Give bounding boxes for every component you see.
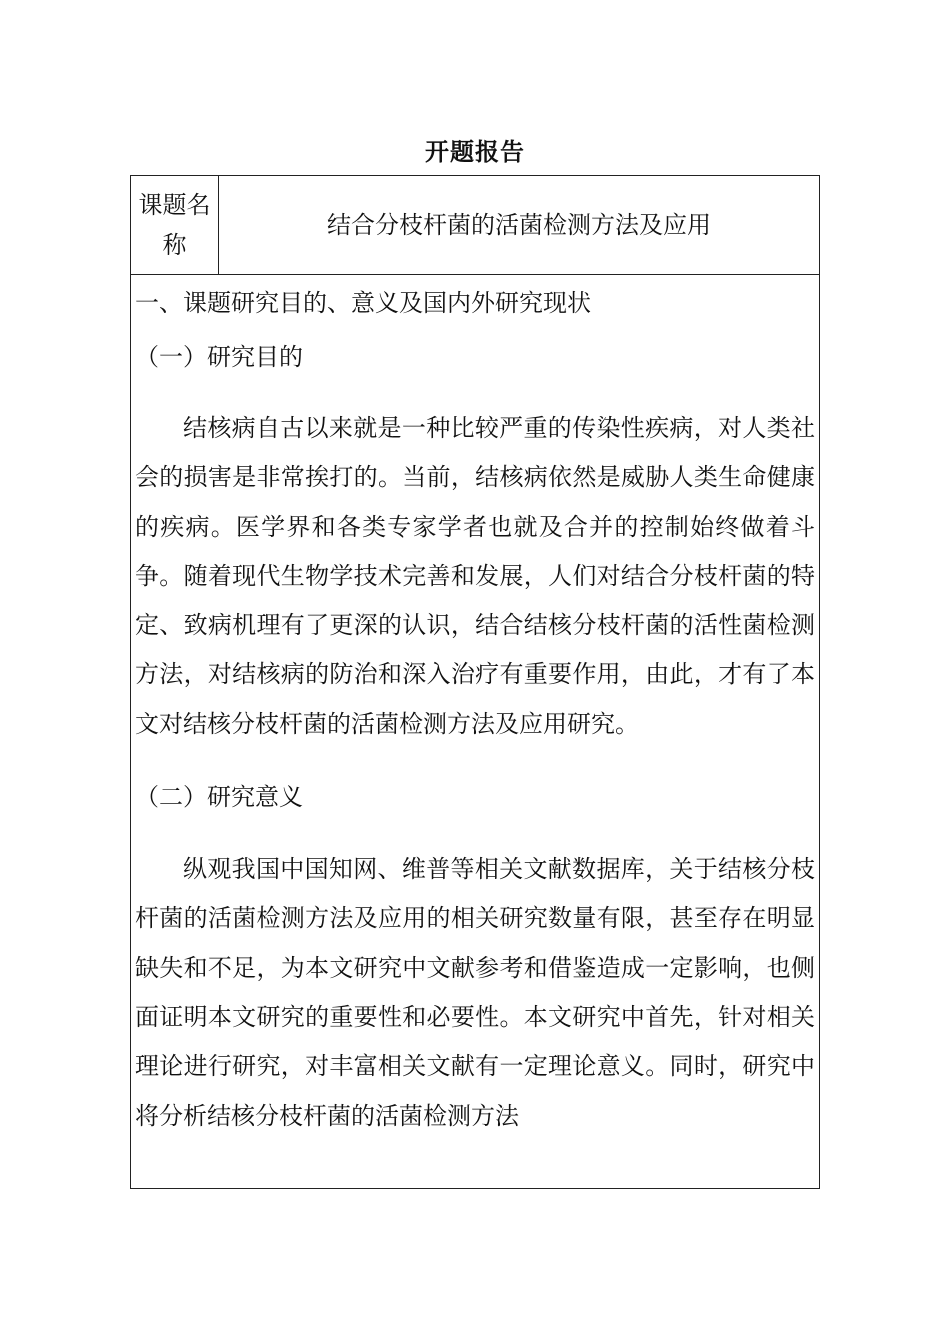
topic-label: 课题名称: [131, 176, 219, 274]
significance-paragraph: 纵观我国中国知网、维普等相关文献数据库，关于结核分枝杆菌的活菌检测方法及应用的相关研究数量有限，甚至存在明显缺失和不足，为本文研究中文献参考和借鉴造成一定影响，也侧面证明本文研究的重要性和必要性。本文研究中首先，针对相关理论进行研究，对丰富相关文献有一定理论意义。同时，研究中将分析结核分枝杆菌的活菌检测方法: [135, 855, 815, 1130]
document-title: 开题报告: [425, 137, 525, 166]
section-heading: 一、课题研究目的、意义及国内外研究现状: [135, 289, 591, 317]
topic-value: 结合分枝杆菌的活菌检测方法及应用: [327, 211, 711, 239]
topic-row: [131, 176, 819, 275]
purpose-heading: （一）研究目的: [135, 343, 303, 371]
significance-heading: （二）研究意义: [135, 783, 303, 812]
content-cell: [131, 275, 819, 1188]
purpose-paragraph: 结核病自古以来就是一种比较严重的传染性疾病，对人类社会的损害是非常挨打的。当前，结核病依然是威胁人类生命健康的疾病。医学界和各类专家学者也就及合并的控制始终做着斗争。随着现代生物学技术完善和发展，人们对结合分枝杆菌的特定、致病机理有了更深的认识，结合结核分枝杆菌的活性菌检测方法，对结核病的防治和深入治疗有重要作用，由此，才有了本文对结核分枝杆菌的活菌检测方法及应用研究。: [135, 414, 815, 738]
report-table: [130, 175, 820, 1189]
